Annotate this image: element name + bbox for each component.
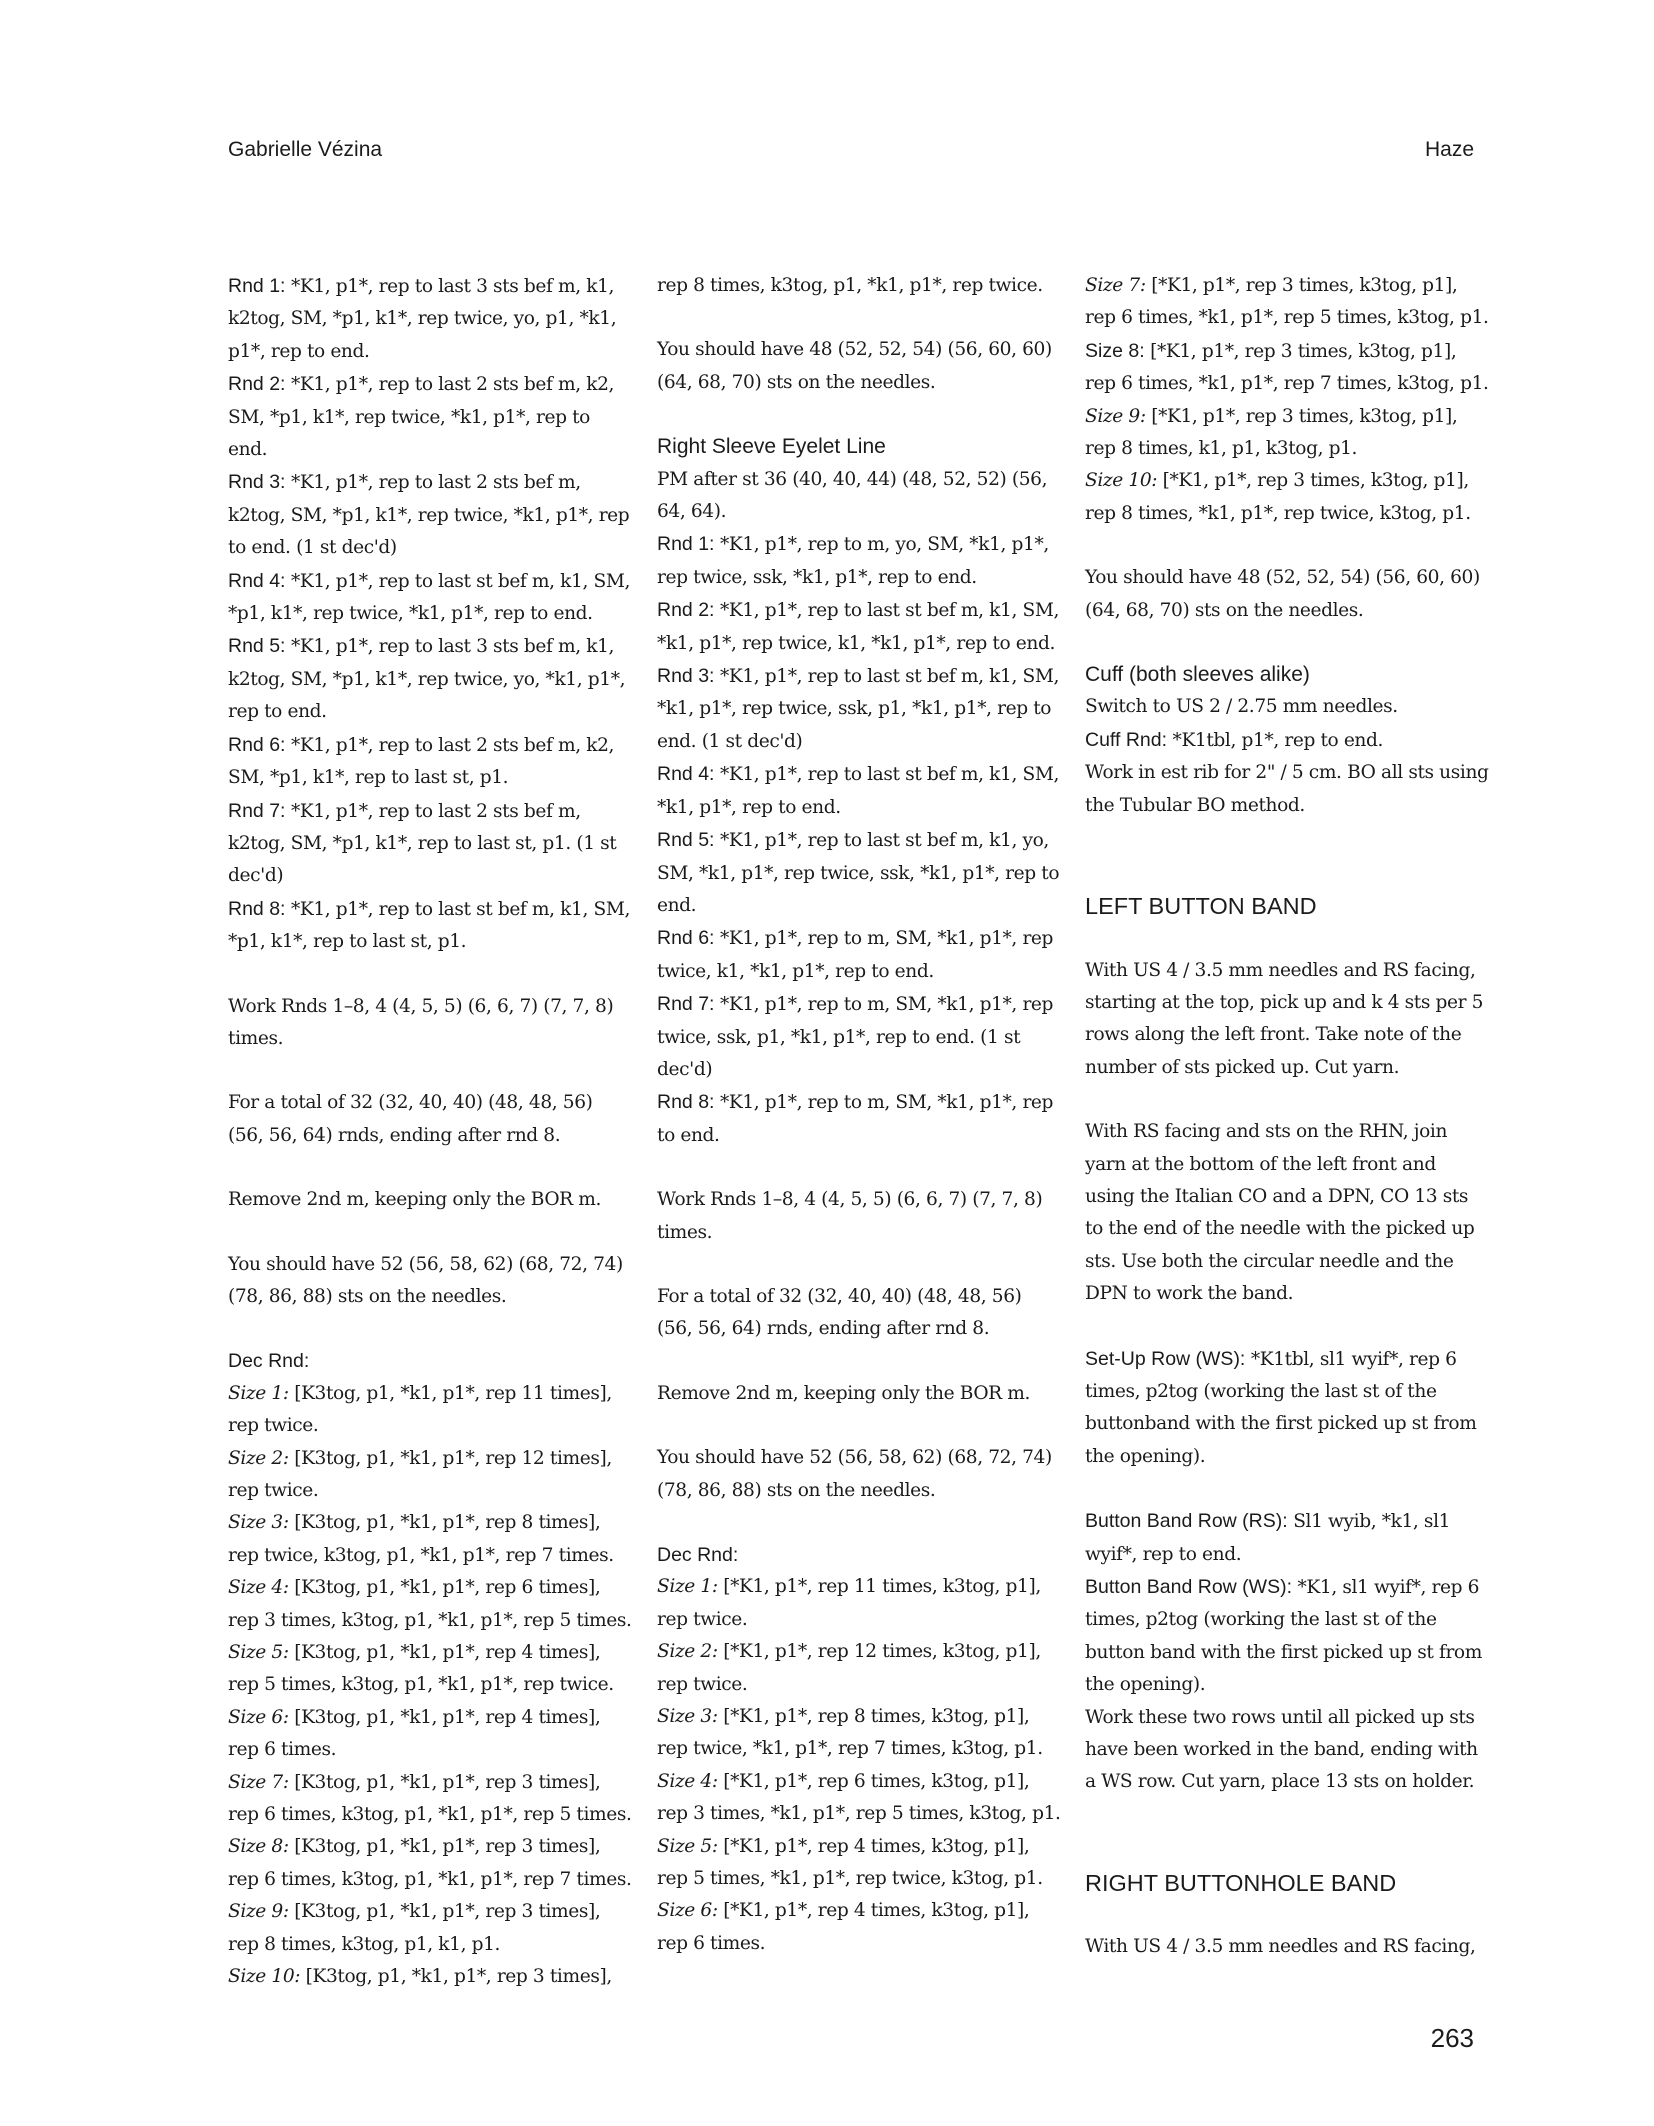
round-label: Rnd 3:	[228, 471, 286, 494]
size-instruction: Size 9: [*K1, p1*, rep 3 times, k3tog, p1], rep 8 times, k1, p1, k3tog, p1.	[1085, 405, 1458, 460]
round-label: Rnd 6:	[657, 927, 715, 950]
round-instruction: Rnd 3: *K1, p1*, rep to last 2 sts bef m, k2tog, SM, *p1, k1*, rep twice, *k1, p1*, rep to end. (1 st dec'd)	[228, 471, 630, 559]
paragraph: With US 4 / 3.5 mm needles and RS facing, starting at the top, pick up and k 4 sts per 5 rows along the left front. Take note of the number of sts picked up. Cut yarn.	[1085, 959, 1484, 1078]
size-label: Size 1:	[657, 1576, 718, 1598]
size-label: Size 8:	[228, 1836, 289, 1858]
size-instruction: Size 6: [*K1, p1*, rep 4 times, k3tog, p1], rep 6 times.	[657, 1900, 1030, 1954]
round-instruction: Rnd 4: *K1, p1*, rep to last st bef m, k1, SM, *p1, k1*, rep twice, *k1, p1*, rep to end.	[228, 569, 630, 625]
size-instruction: Size 1: [*K1, p1*, rep 11 times, k3tog, p1], rep twice.	[657, 1576, 1041, 1630]
round-label: Rnd 8:	[657, 1091, 715, 1114]
size-instruction: Size 6: [K3tog, p1, *k1, p1*, rep 4 times], rep 6 times.	[228, 1706, 601, 1761]
size-instruction: Size 8: [*K1, p1*, rep 3 times, k3tog, p1], rep 6 times, *k1, p1*, rep 7 times, k3tog, p1.	[1085, 339, 1489, 395]
size-instruction: Size 3: [*K1, p1*, rep 8 times, k3tog, p1], rep twice, *k1, p1*, rep 7 times, k3tog, p1.	[657, 1706, 1043, 1760]
text-column-3	[1085, 270, 1490, 1964]
text-column-2	[657, 270, 1062, 1960]
round-label: Rnd 4:	[657, 763, 715, 786]
round-label: Rnd 6:	[228, 733, 286, 756]
round-label: Rnd 1:	[228, 275, 286, 297]
round-instruction: Rnd 5: *K1, p1*, rep to last st bef m, k1, yo, SM, *k1, p1*, rep twice, ssk, *k1, p1*, rep to end.	[657, 829, 1060, 916]
paragraph: You should have 48 (52, 52, 54) (56, 60, 60) (64, 68, 70) sts on the needles.	[1085, 567, 1480, 621]
size-instruction: Size 3: [K3tog, p1, *k1, p1*, rep 8 times], rep twice, k3tog, p1, *k1, p1*, rep 7 times.	[228, 1512, 614, 1566]
row-instruction: Set-Up Row (WS): *K1tbl, sl1 wyif*, rep 6 times, p2tog (working the last st of the buttonband with the first picked up st from the opening).	[1085, 1347, 1477, 1467]
round-label: Rnd 5:	[657, 829, 715, 852]
paragraph: Remove 2nd m, keeping only the BOR m.	[657, 1382, 1031, 1404]
round-label: Rnd 7:	[228, 799, 286, 822]
paragraph: You should have 52 (56, 58, 62) (68, 72, 74) (78, 86, 88) sts on the needles.	[228, 1253, 623, 1307]
paragraph: For a total of 32 (32, 40, 40) (48, 48, 56) (56, 56, 64) rnds, ending after rnd 8.	[657, 1285, 1022, 1340]
size-label: Size 9:	[228, 1901, 289, 1923]
subheading: Right Sleeve Eyelet Line	[657, 435, 886, 459]
round-label: Rnd 2:	[228, 373, 286, 396]
size-label: Size 3:	[657, 1706, 718, 1728]
round-instruction: Rnd 2: *K1, p1*, rep to last 2 sts bef m, k2, SM, *p1, k1*, rep twice, *k1, p1*, rep to end.	[228, 373, 615, 461]
size-label: Size 7:	[228, 1771, 289, 1793]
running-header-author: Gabrielle Vézina	[228, 138, 383, 161]
round-label: Rnd 7:	[657, 993, 715, 1016]
dec-round-label: Dec Rnd:	[228, 1350, 310, 1373]
paragraph: rep 8 times, k3tog, p1, *k1, p1*, rep twice.	[657, 275, 1043, 296]
round-instruction: Rnd 5: *K1, p1*, rep to last 3 sts bef m, k1, k2tog, SM, *p1, k1*, rep twice, yo, *k1, p1*, rep to end.	[228, 635, 626, 723]
size-instruction: Size 10: [K3tog, p1, *k1, p1*, rep 3 times],	[228, 1966, 612, 1988]
paragraph: Work Rnds 1–8, 4 (4, 5, 5) (6, 6, 7) (7, 7, 8) times.	[228, 995, 614, 1049]
round-label: Rnd 5:	[228, 635, 286, 658]
size-instruction: Size 8: [K3tog, p1, *k1, p1*, rep 3 times], rep 6 times, k3tog, p1, *k1, p1*, rep 7 times.	[228, 1836, 632, 1890]
paragraph: With US 4 / 3.5 mm needles and RS facing,	[1085, 1936, 1476, 1958]
size-label: Size 4:	[228, 1577, 289, 1599]
size-instruction: Size 7: [K3tog, p1, *k1, p1*, rep 3 times], rep 6 times, k3tog, p1, *k1, p1*, rep 5 times.	[228, 1771, 632, 1826]
round-instruction: Rnd 1: *K1, p1*, rep to m, yo, SM, *k1, p1*, rep twice, ssk, *k1, p1*, rep to end.	[657, 533, 1049, 588]
round-instruction: Rnd 4: *K1, p1*, rep to last st bef m, k1, SM, *k1, p1*, rep to end.	[657, 763, 1059, 818]
size-label: Size 8:	[1085, 339, 1145, 362]
paragraph: Work in est rib for 2" / 5 cm. BO all sts using the Tubular BO method.	[1085, 762, 1489, 816]
round-label: Rnd 1:	[657, 533, 715, 556]
size-label: Size 2:	[657, 1641, 718, 1663]
size-instruction: Size 10: [*K1, p1*, rep 3 times, k3tog, p1], rep 8 times, *k1, p1*, rep twice, k3tog, p1.	[1085, 470, 1471, 524]
size-instruction: Size 5: [K3tog, p1, *k1, p1*, rep 4 times], rep 5 times, k3tog, p1, *k1, p1*, rep twice.	[228, 1642, 614, 1696]
paragraph: With RS facing and sts on the RHN, join yarn at the bottom of the left front and using the Italian CO and a DPN, CO 13 sts to the end of the needle with the picked up sts. Use both the circular needle and the DPN to work the band.	[1085, 1121, 1475, 1305]
size-label: Size 7:	[1085, 275, 1146, 296]
paragraph: Work these two rows until all picked up sts have been worked in the band, ending with a WS row. Cut yarn, place 13 sts on holder.	[1085, 1706, 1478, 1793]
size-label: Size 6:	[657, 1900, 718, 1922]
size-label: Size 1:	[228, 1382, 289, 1404]
round-instruction: Rnd 3: *K1, p1*, rep to last st bef m, k1, SM, *k1, p1*, rep twice, ssk, p1, *k1, p1*, rep to end. (1 st dec'd)	[657, 665, 1059, 752]
round-label: Cuff Rnd:	[1085, 728, 1168, 751]
round-instruction: Rnd 2: *K1, p1*, rep to last st bef m, k1, SM, *k1, p1*, rep twice, k1, *k1, p1*, rep to end.	[657, 599, 1059, 654]
size-instruction: Size 5: [*K1, p1*, rep 4 times, k3tog, p1], rep 5 times, *k1, p1*, rep twice, k3tog, p1.	[657, 1835, 1043, 1890]
round-label: Rnd 3:	[657, 665, 715, 688]
round-instruction: Rnd 8: *K1, p1*, rep to m, SM, *k1, p1*, rep to end.	[657, 1091, 1054, 1146]
round-instruction: Rnd 6: *K1, p1*, rep to last 2 sts bef m, k2, SM, *p1, k1*, rep to last st, p1.	[228, 733, 615, 789]
paragraph: Work Rnds 1–8, 4 (4, 5, 5) (6, 6, 7) (7, 7, 8) times.	[657, 1189, 1043, 1243]
dec-round-label: Dec Rnd:	[657, 1544, 739, 1566]
size-label: Size 2:	[228, 1447, 289, 1469]
size-label: Size 9:	[1085, 405, 1146, 427]
size-label: Size 5:	[228, 1642, 289, 1664]
text-column-1	[228, 270, 633, 1994]
size-instruction: Size 1: [K3tog, p1, *k1, p1*, rep 11 times], rep twice.	[228, 1382, 612, 1437]
page-number: 263	[1430, 2023, 1474, 2053]
round-instruction: Rnd 7: *K1, p1*, rep to last 2 sts bef m, k2tog, SM, *p1, k1*, rep to last st, p1. (1 st dec'd)	[228, 799, 617, 887]
round-label: Rnd 2:	[657, 599, 715, 622]
size-instruction: Size 9: [K3tog, p1, *k1, p1*, rep 3 times], rep 8 times, k3tog, p1, k1, p1.	[228, 1901, 601, 1955]
round-instruction: Rnd 8: *K1, p1*, rep to last st bef m, k1, SM, *p1, k1*, rep to last st, p1.	[228, 897, 630, 953]
round-instruction: Rnd 7: *K1, p1*, rep to m, SM, *k1, p1*, rep twice, ssk, p1, *k1, p1*, rep to end. (1 st dec'd)	[657, 993, 1054, 1080]
size-label: Size 5:	[657, 1835, 718, 1857]
size-instruction: Size 2: [K3tog, p1, *k1, p1*, rep 12 times], rep twice.	[228, 1447, 612, 1501]
size-instruction: Size 4: [K3tog, p1, *k1, p1*, rep 6 times], rep 3 times, k3tog, p1, *k1, p1*, rep 5 times.	[228, 1577, 632, 1631]
row-label: Set-Up Row (WS):	[1085, 1347, 1246, 1370]
paragraph: Switch to US 2 / 2.75 mm needles.	[1085, 696, 1398, 718]
size-instruction: Size 2: [*K1, p1*, rep 12 times, k3tog, p1], rep twice.	[657, 1641, 1041, 1695]
round-label: Rnd 4:	[228, 569, 286, 592]
size-instruction: Size 4: [*K1, p1*, rep 6 times, k3tog, p1], rep 3 times, *k1, p1*, rep 5 times, k3tog, p1.	[657, 1770, 1061, 1825]
row-instruction: Button Band Row (RS): Sl1 wyib, *k1, sl1 wyif*, rep to end.	[1085, 1510, 1451, 1565]
running-header-title: Haze	[1424, 138, 1474, 161]
row-instruction: Button Band Row (WS): *K1, sl1 wyif*, rep 6 times, p2tog (working the last st of the button band with the first picked up st from the opening).	[1085, 1576, 1482, 1696]
subheading: Cuff (both sleeves alike)	[1085, 663, 1310, 687]
round-instruction: Rnd 6: *K1, p1*, rep to m, SM, *k1, p1*, rep twice, k1, *k1, p1*, rep to end.	[657, 927, 1054, 982]
section-heading: RIGHT BUTTONHOLE BAND	[1085, 1869, 1397, 1896]
paragraph: PM after st 36 (40, 40, 44) (48, 52, 52) (56, 64, 64).	[657, 468, 1048, 523]
size-label: Size 10:	[228, 1966, 301, 1988]
section-heading: LEFT BUTTON BAND	[1085, 893, 1317, 920]
round-instruction: Rnd 1: *K1, p1*, rep to last 3 sts bef m, k1, k2tog, SM, *p1, k1*, rep twice, yo, p1, *k1, p1*, rep to end.	[228, 275, 617, 362]
size-label: Size 6:	[228, 1706, 289, 1728]
round-instruction: Cuff Rnd: *K1tbl, p1*, rep to end.	[1085, 728, 1384, 751]
paragraph: You should have 48 (52, 52, 54) (56, 60, 60) (64, 68, 70) sts on the needles.	[657, 339, 1052, 393]
size-label: Size 4:	[657, 1770, 718, 1792]
size-instruction: Size 7: [*K1, p1*, rep 3 times, k3tog, p1], rep 6 times, *k1, p1*, rep 5 times, k3tog, p1.	[1085, 275, 1489, 329]
size-label: Size 3:	[228, 1512, 289, 1534]
row-label: Button Band Row (RS):	[1085, 1510, 1288, 1533]
paragraph: Remove 2nd m, keeping only the BOR m.	[228, 1189, 602, 1211]
row-label: Button Band Row (WS):	[1085, 1576, 1292, 1598]
paragraph: For a total of 32 (32, 40, 40) (48, 48, 56) (56, 56, 64) rnds, ending after rnd 8.	[228, 1092, 593, 1146]
paragraph: You should have 52 (56, 58, 62) (68, 72, 74) (78, 86, 88) sts on the needles.	[657, 1447, 1052, 1501]
size-label: Size 10:	[1085, 470, 1158, 492]
round-label: Rnd 8:	[228, 897, 286, 920]
